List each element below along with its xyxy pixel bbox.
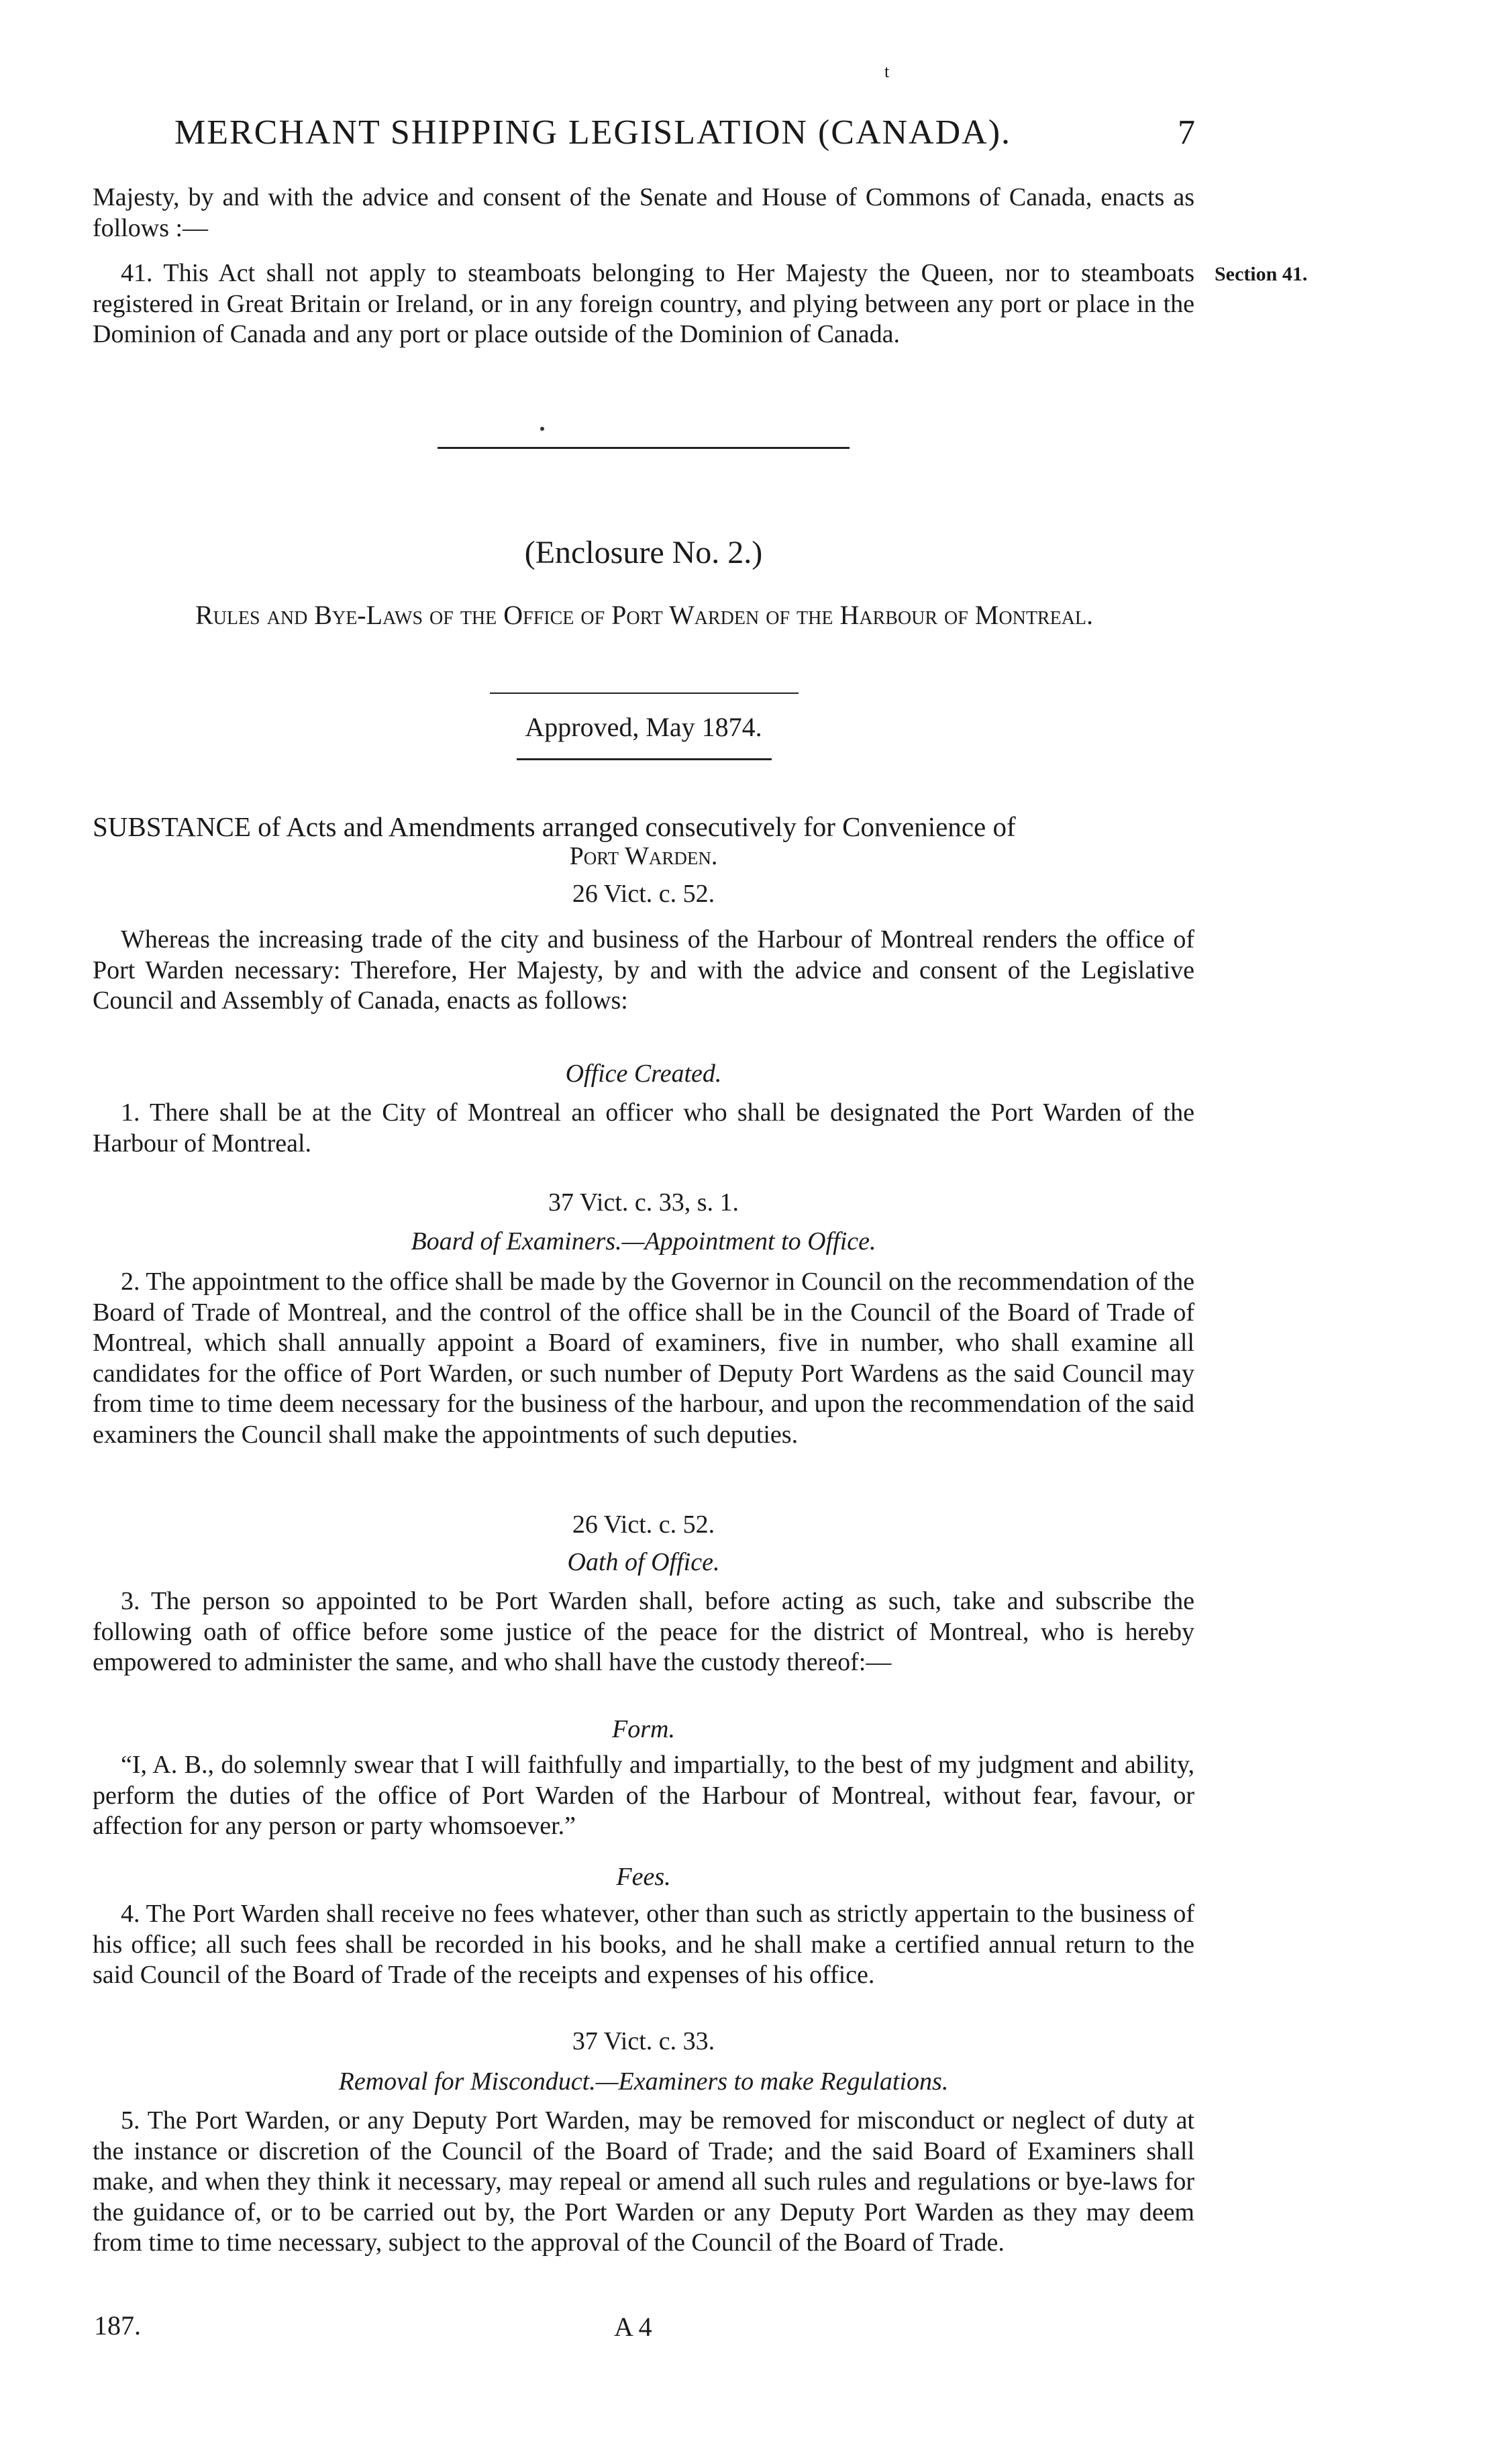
section-3-paragraph: 3. The person so appointed to be Port Warden shall, before acting as such, take and subscribe the following oath of office before some justice of the peace for the district of Montreal, who is hereby empowered to administer the same, and who shall have the custody thereof:— <box>93 1587 1194 1677</box>
heading-fees: Fees. <box>616 1863 671 1891</box>
citation-37-vict: 37 Vict. c. 33. <box>572 2027 715 2055</box>
approved-date: Approved, May 1874. <box>525 712 762 742</box>
citation-37-vict-s1: 37 Vict. c. 33, s. 1. <box>548 1188 739 1217</box>
citation-26-vict-second: 26 Vict. c. 52. <box>572 1510 715 1539</box>
intro-paragraph: Majesty, by and with the advice and consent of the Senate and House of Commons of Canada, enacts as follows :— <box>93 183 1194 242</box>
approved-rule-top <box>490 692 799 694</box>
section-1-paragraph: 1. There shall be at the City of Montreal an officer who shall be designated the Port Warden of the Harbour of Montreal. <box>93 1098 1194 1158</box>
margin-note-section-41: Section 41. <box>1215 263 1308 285</box>
footer-signature: A 4 <box>614 2312 652 2342</box>
preamble-paragraph: Whereas the increasing trade of the city and business of the Harbour of Montreal renders the office of Port Warden necessary: Therefore, Her Majesty, by and with the advice and consent of the Legislative Council and Assembly of Canada, enacts as follows: <box>93 925 1194 1015</box>
section-divider <box>438 447 850 449</box>
section-4-paragraph: 4. The Port Warden shall receive no fees whatever, other than such as strictly appertain to the business of his office; all such fees shall be recorded in his books, and he shall make a certified annual return to the said Council of the Board of Trade of the receipts and expenses of his office. <box>93 1900 1194 1990</box>
section-5-paragraph: 5. The Port Warden, or any Deputy Port Warden, may be removed for misconduct or neglect of duty at the instance or discretion of the Council of the Board of Trade; and the said Board of Examiners shall make, and when they think it necessary, may repeal or amend all such rules and regulations or bye-laws for the guidance of, or to be carried out by, the Port Warden or any Deputy Port Warden as they may deem from time to time necessary, subject to the approval of the Council of the Board of Trade. <box>93 2106 1194 2257</box>
heading-board-of-examiners: Board of Examiners.—Appointment to Office. <box>411 1227 876 1255</box>
section-41-paragraph: 41. This Act shall not apply to steamboats belonging to Her Majesty the Queen, nor to steamboats registered in Great Britain or Ireland, or in any foreign country, and plying between any port or place in the Dominion of Canada and any port or place outside of the Dominion of Canada. <box>93 259 1194 349</box>
approved-rule-bottom <box>517 758 772 760</box>
heading-form: Form. <box>612 1715 675 1743</box>
oath-form-paragraph: “I, A. B., do solemnly swear that I will faithfully and impartially, to the best of my judgment and ability, perform the duties of the office of Port Warden of the Harbour of Montreal, without fear, favour, or affection for any person or party whomsoever.” <box>93 1751 1194 1841</box>
citation-26-vict: 26 Vict. c. 52. <box>572 880 715 908</box>
enclosure-heading: (Enclosure No. 2.) <box>524 535 763 570</box>
substance-title-line-2: Port Warden. <box>569 842 718 870</box>
substance-title-line-1: SUBSTANCE of Acts and Amendments arranged consecutively for Convenience of <box>93 811 1016 842</box>
heading-removal-for-misconduct: Removal for Misconduct.—Examiners to make Regulations. <box>338 2067 949 2096</box>
rules-title: Rules and Bye-Laws of the Office of Port Warden of the Harbour of Montreal. <box>195 600 1094 630</box>
heading-oath-of-office: Oath of Office. <box>567 1548 720 1576</box>
heading-office-created: Office Created. <box>565 1060 722 1088</box>
page-number: 7 <box>1178 113 1195 152</box>
top-mark: t <box>884 62 890 81</box>
section-2-paragraph: 2. The appointment to the office shall be made by the Governor in Council on the recommendation of the Board of Trade of Montreal, and the control of the office shall be in the Council of the Board of Trade of Montreal, which shall annually appoint a Board of examiners, five in number, who shall examine all candidates for the office of Port Warden, or such number of Deputy Port Wardens as the said Council may from time to time deem necessary for the business of the harbour, and upon the recommendation of the said examiners the Council shall make the appointments of such deputies. <box>93 1268 1194 1449</box>
stray-dot <box>540 427 544 431</box>
footer-page-code: 187. <box>94 2310 141 2341</box>
running-header: MERCHANT SHIPPING LEGISLATION (CANADA). <box>174 113 1012 152</box>
